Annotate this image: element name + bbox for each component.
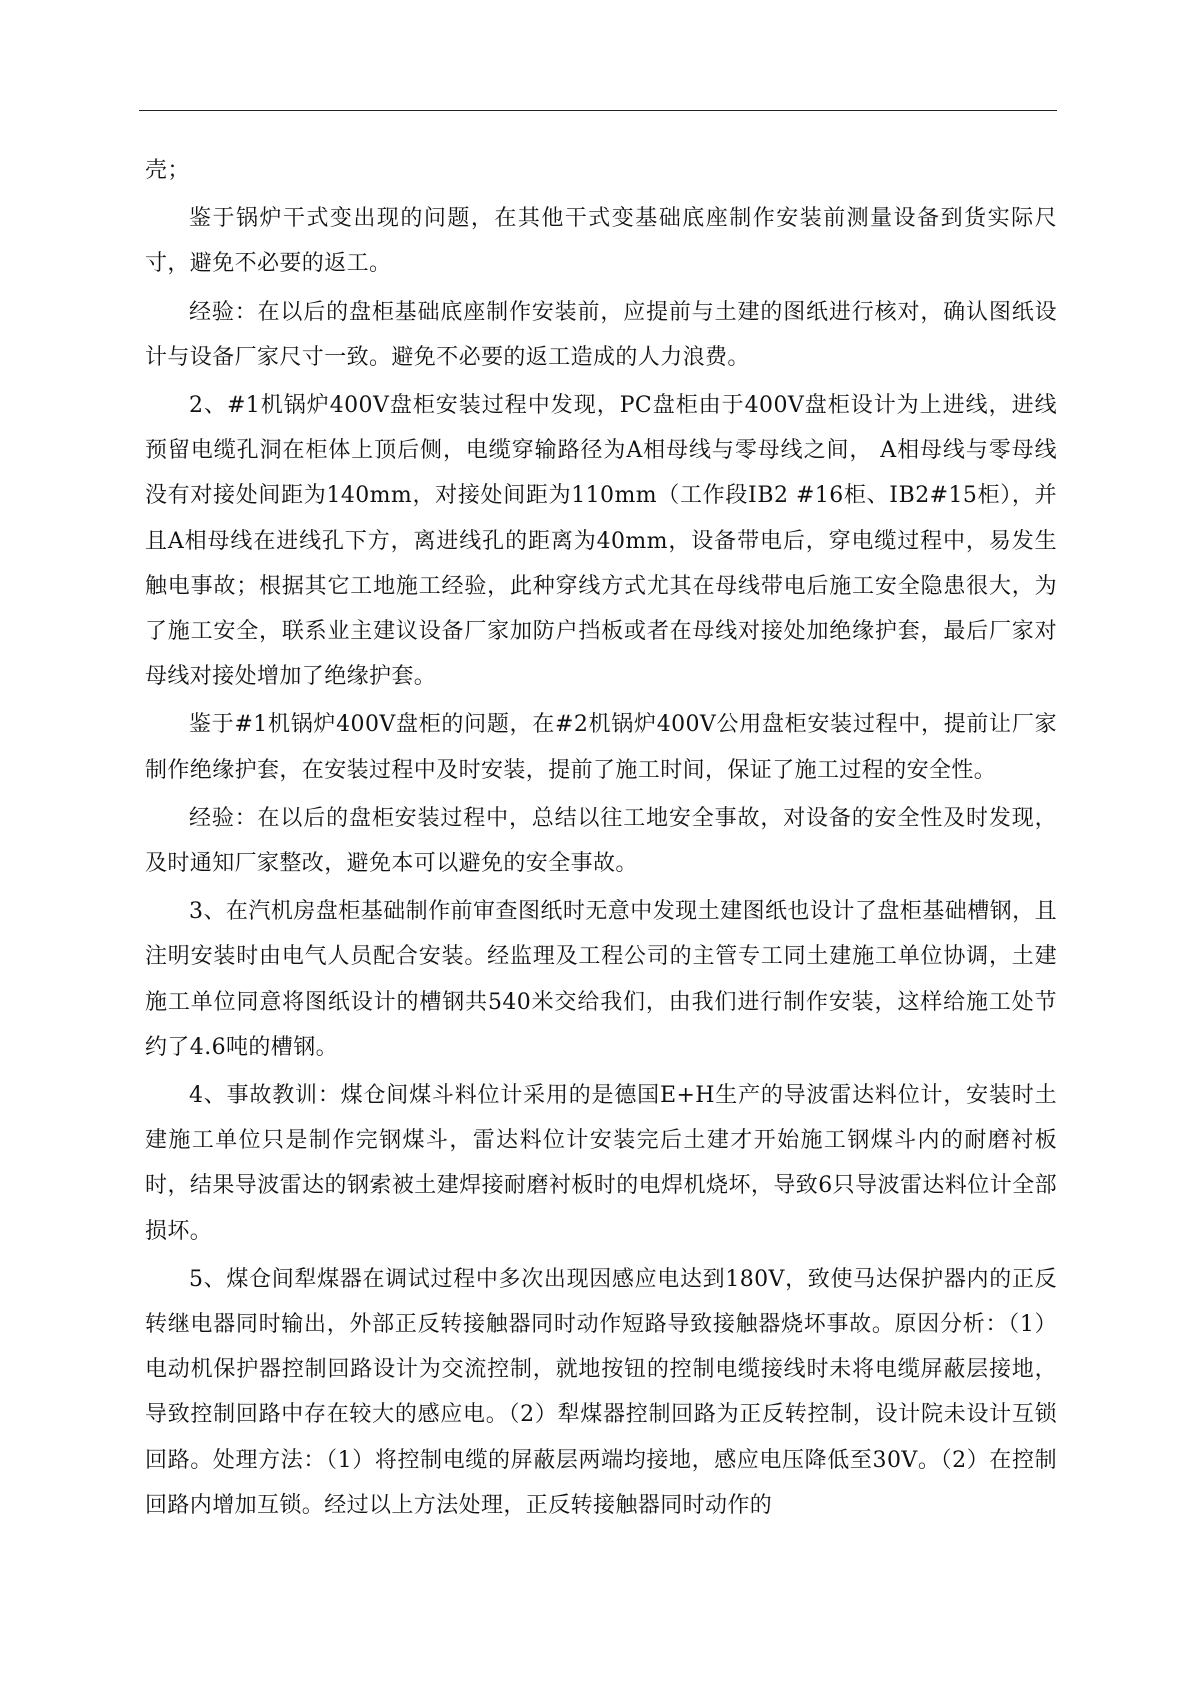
paragraph-2: 鉴于锅炉干式变出现的问题，在其他干式变基础底座制作安装前测量设备到货实际尺寸，避免不必要的返工。 xyxy=(145,206,1057,277)
paragraph-5: 鉴于#1机锅炉400V盘柜的问题，在#2机锅炉400V公用盘柜安装过程中，提前让厂家制作绝缘护套，在安装过程中及时安装，提前了施工时间，保证了施工过程的安全性。 xyxy=(145,712,1057,783)
document-body xyxy=(145,148,1057,1531)
paragraph-3: 经验：在以后的盘柜基础底座制作安装前，应提前与土建的图纸进行核对，确认图纸设计与设备厂家尺寸一致。避免不必要的返工造成的人力浪费。 xyxy=(145,299,1057,370)
header-rule xyxy=(139,110,1057,111)
paragraph-7: 3、在汽机房盘柜基础制作前审查图纸时无意中发现土建图纸也设计了盘柜基础槽钢，且注明安装时由电气人员配合安装。经监理及工程公司的主管专工同土建施工单位协调，土建施工单位同意将图纸设计的槽钢共540米交给我们，由我们进行制作安装，这样给施工处节约了4.6吨的槽钢。 xyxy=(145,899,1057,1060)
paragraph-4: 2、#1机锅炉400V盘柜安装过程中发现，PC盘柜由于400V盘柜设计为上进线，进线预留电缆孔洞在柜体上顶后侧，电缆穿输路径为A相母线与零母线之间， A相母线与零母线没有对接处间距为140mm，对接处间距为110mm（工作段ⅠB2 #16柜、ⅠB2#15柜），并且A相母线在进线孔下方，离进线孔的距离为40mm，设备带电后，穿电缆过程中，易发生触电事故；根据其它工地施工经验，此种穿线方式尤其在母线带电后施工安全隐患很大，为了施工安全，联系业主建议设备厂家加防户挡板或者在母线对接处加绝缘护套，最后厂家对母线对接处增加了绝缘护套。 xyxy=(145,393,1057,690)
paragraph-1: 壳； xyxy=(145,158,190,183)
paragraph-6: 经验：在以后的盘柜安装过程中，总结以往工地安全事故，对设备的安全性及时发现，及时通知厂家整改，避免本可以避免的安全事故。 xyxy=(145,805,1057,877)
paragraph-9: 5、煤仓间犁煤器在调试过程中多次出现因感应电达到180V，致使马达保护器内的正反转继电器同时输出，外部正反转接触器同时动作短路导致接触器烧坏事故。原因分析：（1）电动机保护器控制回路设计为交流控制，就地按钮的控制电缆接线时未将电缆屏蔽层接地，导致控制回路中存在较大的感应电。（2）犁煤器控制回路为正反转控制，设计院未设计互锁回路。处理方法：（1）将控制电缆的屏蔽层两端均接地，感应电压降低至30V。（2）在控制回路内增加互锁。经过以上方法处理，正反转接触器同时动作的 xyxy=(145,1266,1057,1518)
paragraph-8: 4、事故教训：煤仓间煤斗料位计采用的是德国E+H生产的导波雷达料位计，安装时土建施工单位只是制作完钢煤斗，雷达料位计安装完后土建才开始施工钢煤斗内的耐磨衬板时，结果导波雷达的钢索被土建焊接耐磨衬板时的电焊机烧坏，导致6只导波雷达料位计全部损坏。 xyxy=(145,1083,1057,1244)
